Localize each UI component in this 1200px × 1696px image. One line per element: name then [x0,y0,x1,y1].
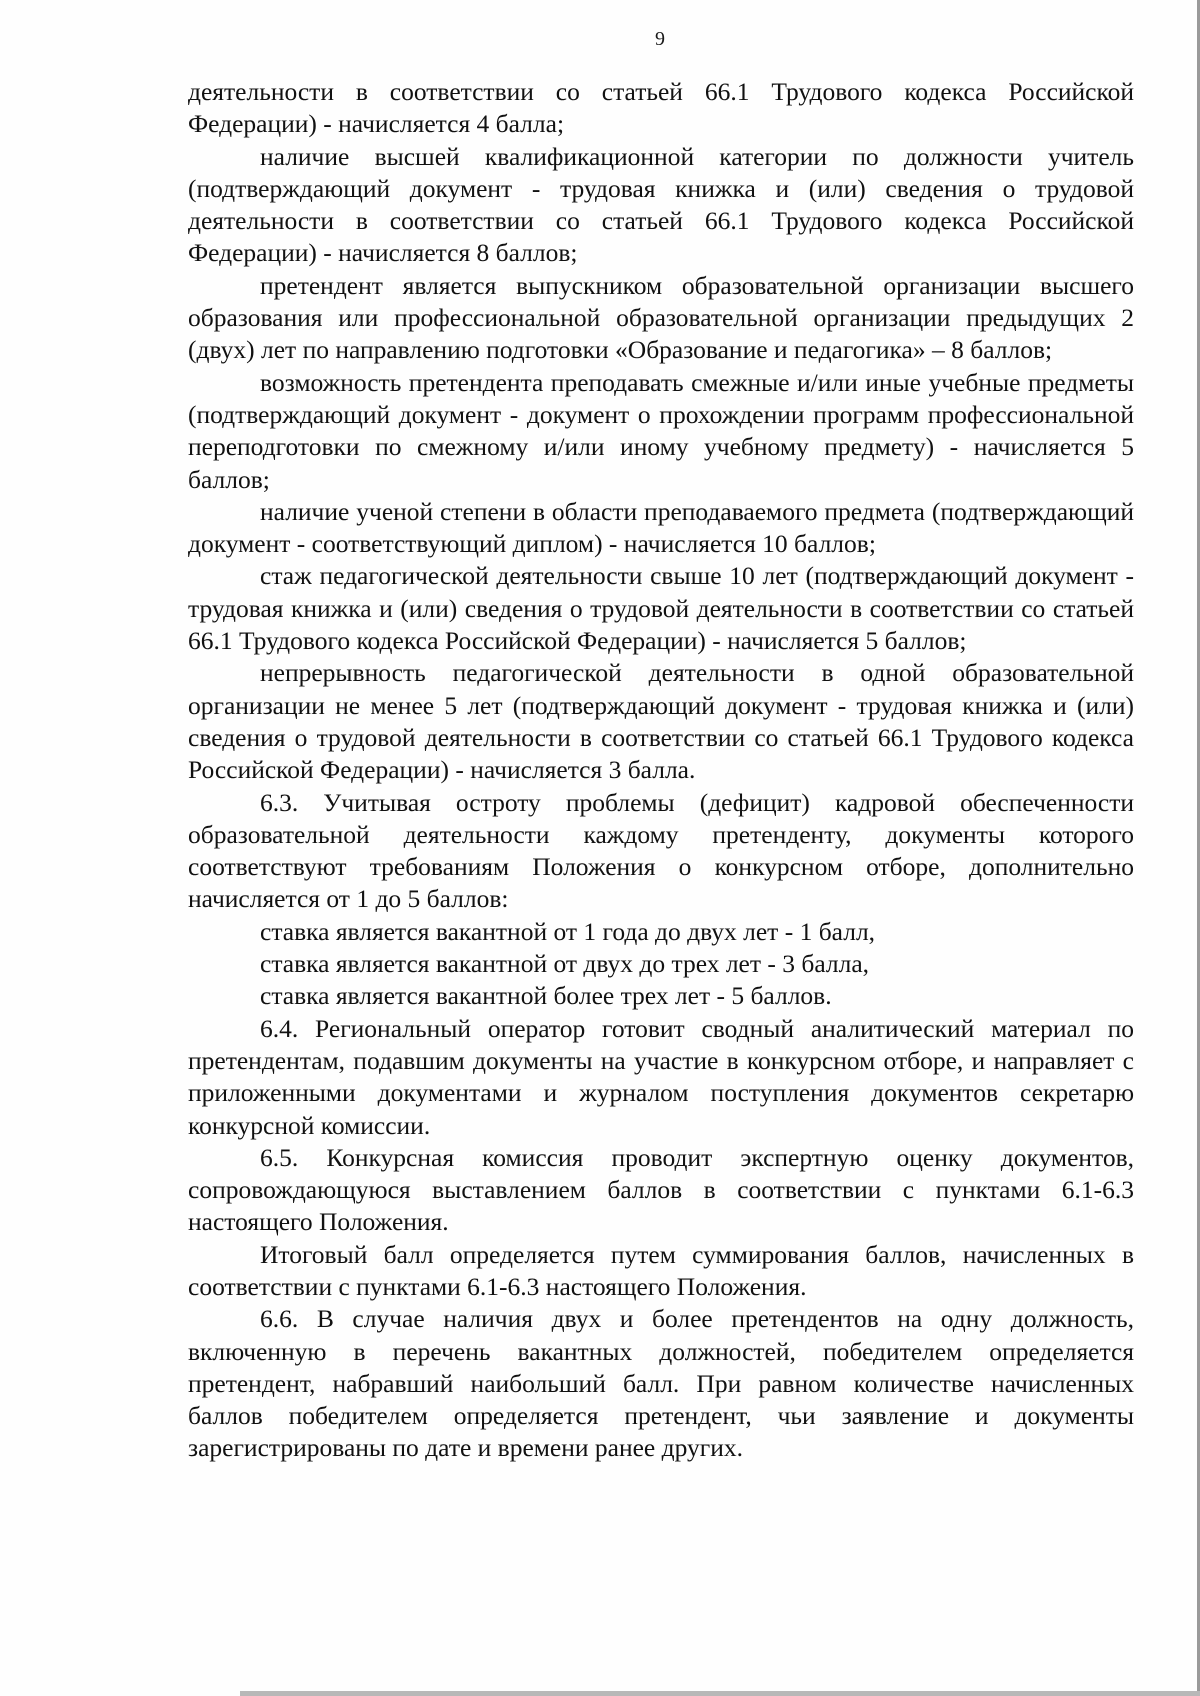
paragraph-6-6: 6.6. В случае наличия двух и более претендентов на одну должность, включенную в перечень вакантных должностей, победителем определяется претендент, набравший наибольший балл. При равном количестве начисленных баллов победителем определяется претендент, чьи заявление и документы зарегистрированы по дате и времени ранее других. [188,1304,1134,1463]
paragraph-experience: стаж педагогической деятельности свыше 10 лет (подтверждающий документ - трудовая книжка и (или) сведения о трудовой деятельности в соответствии со статьей 66.1 Трудового кодекса Российской Федерации) - начисляется 5 баллов; [188,561,1134,656]
paragraph-related-subjects: возможность претендента преподавать смежные и/или иные учебные предметы (подтверждающий документ - документ о прохождении программ профессиональной переподготовки по смежному и/или иному учебному предмету) - начисляется 5 баллов; [188,367,1134,494]
scan-edge-bottom [240,1691,1200,1696]
list-item-vacant-2: ставка является вакантной от двух до трех лет - 3 балла, [260,949,870,979]
paragraph-graduate: претендент является выпускником образовательной организации высшего образования или профессиональной образовательной организации предыдущих 2 (двух) лет по направлению подготовки «Образование и педагогика» – 8 баллов; [188,270,1134,365]
paragraph-academic-degree: наличие ученой степени в области преподаваемого предмета (подтверждающий документ - соответствующий диплом) - начисляется 10 баллов; [188,496,1134,559]
paragraph-final-score: Итоговый балл определяется путем суммирования баллов, начисленных в соответствии с пунктами 6.1-6.3 настоящего Положения. [188,1239,1134,1301]
paragraph-6-5: 6.5. Конкурсная комиссия проводит экспертную оценку документов, сопровождающуюся выставлением баллов в соответствии с пунктами 6.1-6.3 настоящего Положения. [188,1142,1134,1237]
paragraph-continuation: деятельности в соответствии со статьей 66.1 Трудового кодекса Российской Федерации) - начисляется 4 балла; [188,77,1134,139]
document-body [188,76,1134,1465]
paragraph-continuity: непрерывность педагогической деятельности в одной образовательной организации не менее 5 лет (подтверждающий документ - трудовая книжка и (или) сведения о трудовой деятельности в соответствии со статьей 66.1 Трудового кодекса Российской Федерации) - начисляется 3 балла. [188,658,1134,785]
paragraph-6-4: 6.4. Региональный оператор готовит сводный аналитический материал по претендентам, подавшим документы на участие в конкурсном отборе, и направляет с приложенными документами и журналом поступления документов секретарю конкурсной комиссии. [188,1013,1134,1140]
paragraph-highest-category: наличие высшей квалификационной категории по должности учитель (подтверждающий документ - трудовая книжка и (или) сведения о трудовой деятельности в соответствии со статьей 66.1 Трудового кодекса Российской Федерации) - начисляется 8 баллов; [188,141,1134,268]
page-number: 9 [655,28,665,50]
list-item-vacant-3: ставка является вакантной более трех лет - 5 баллов. [260,981,832,1011]
list-item-vacant-1: ставка является вакантной от 1 года до двух лет - 1 балл, [260,916,876,946]
paragraph-6-3: 6.3. Учитывая остроту проблемы (дефицит) кадровой обеспеченности образовательной деятельности каждому претенденту, документы которого соответствуют требованиям Положения о конкурсном отборе, дополнительно начисляется от 1 до 5 баллов: [188,787,1134,914]
